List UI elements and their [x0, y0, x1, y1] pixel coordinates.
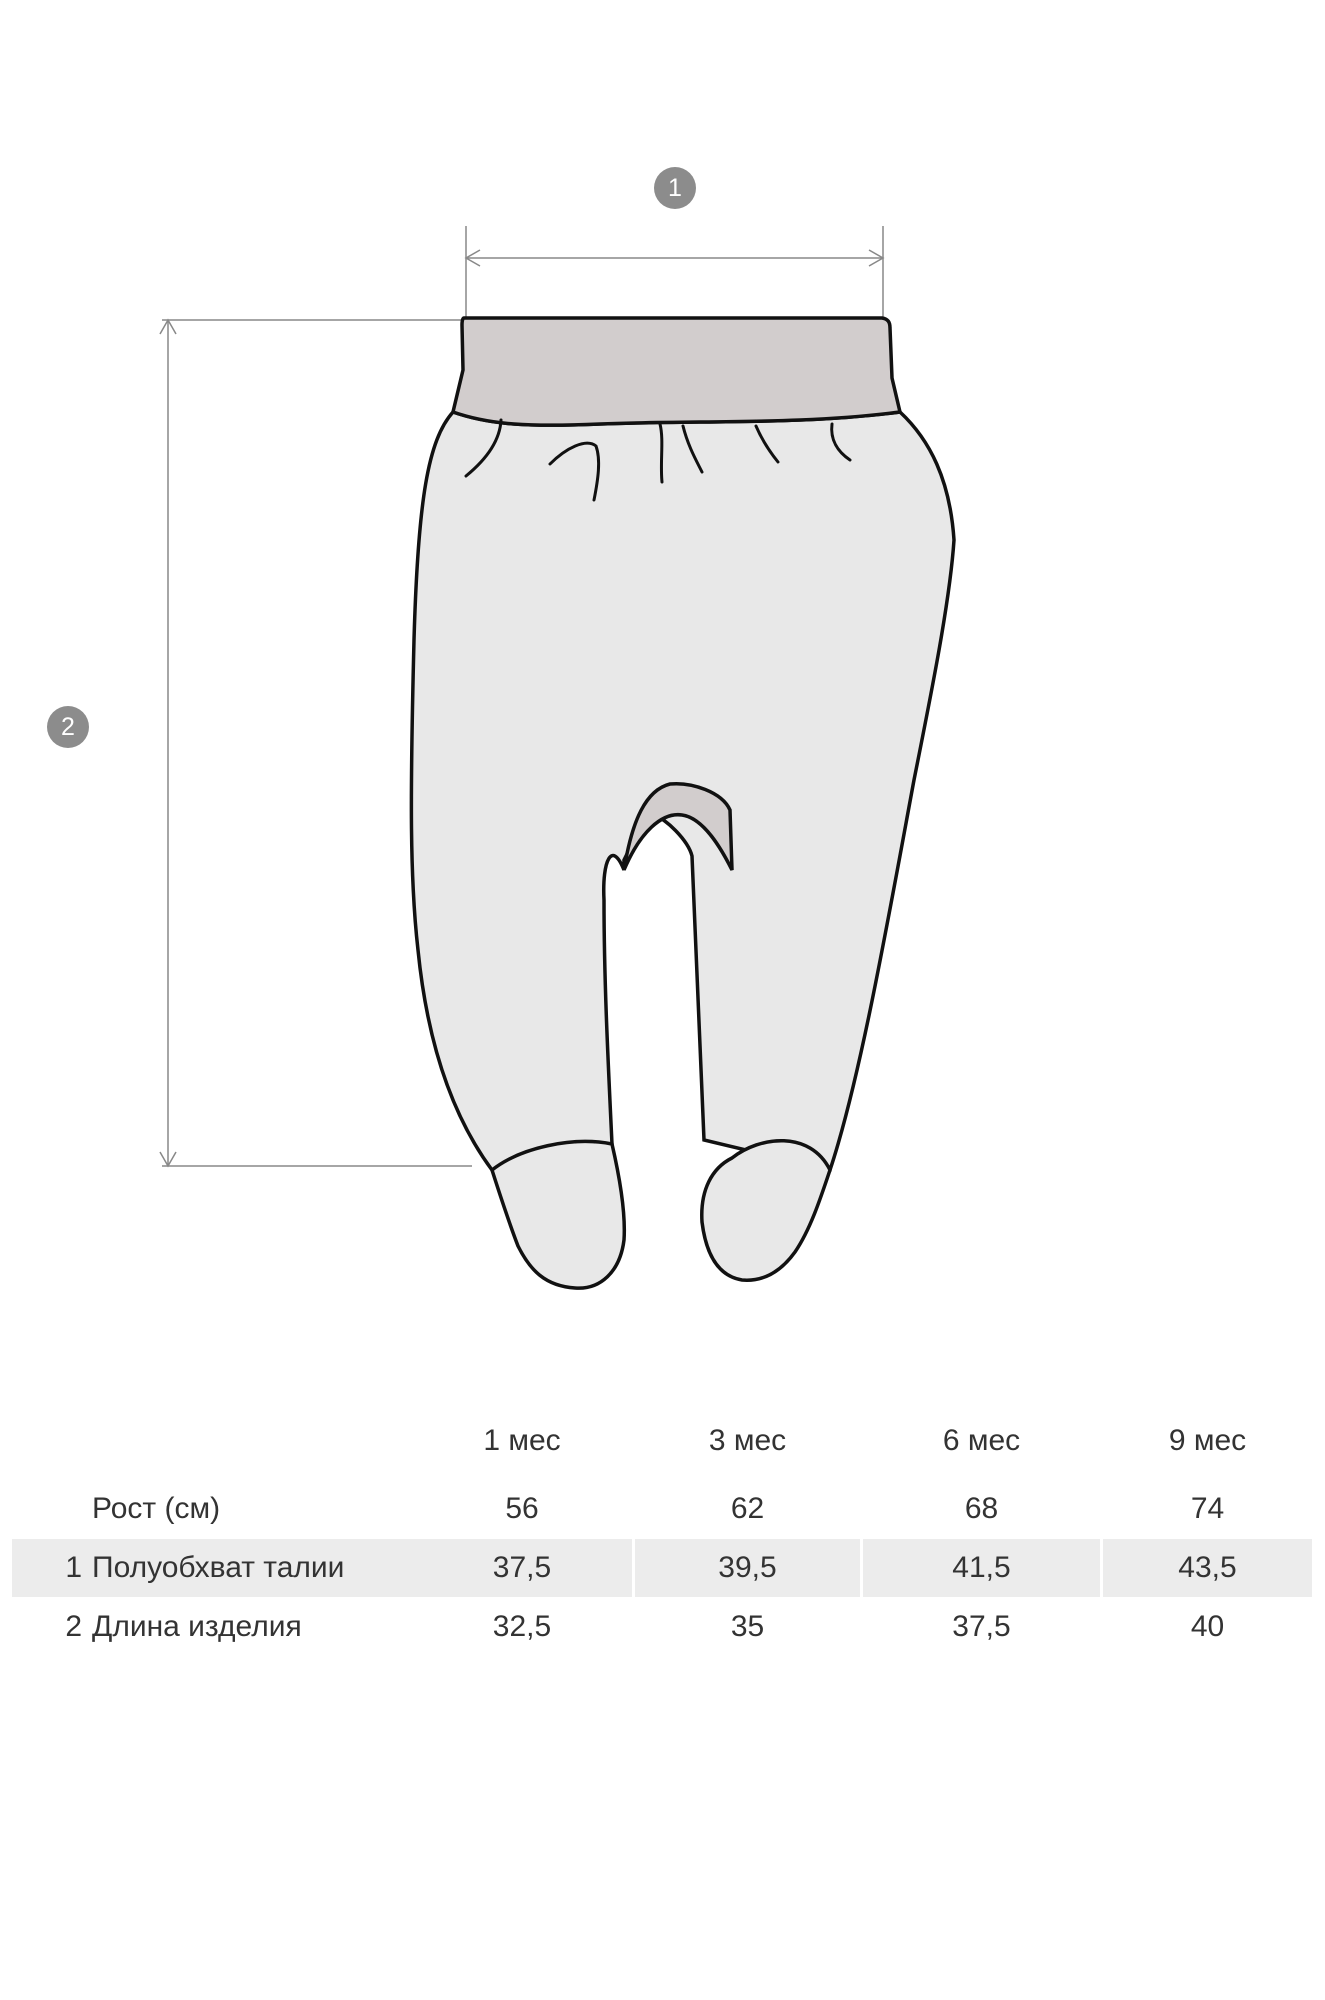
- row-label: Полуобхват талии: [82, 1539, 412, 1597]
- table-cell: 37,5: [952, 1610, 1011, 1643]
- marker-length: 2: [47, 706, 89, 748]
- row-label: Рост (см): [92, 1492, 221, 1525]
- table-cell: 41,5: [863, 1539, 1100, 1597]
- row-number: [12, 1480, 82, 1538]
- column-header: 1 мес: [483, 1424, 561, 1457]
- table-row-length: [12, 1598, 1312, 1656]
- row-number: 2: [65, 1610, 82, 1643]
- table-cell: 32,5: [492, 1610, 552, 1643]
- column-header: 6 мес: [942, 1424, 1021, 1457]
- table-cell: 74: [1190, 1492, 1225, 1525]
- table-row-waist: [12, 1539, 1312, 1597]
- table-cell: 37,5: [412, 1539, 632, 1597]
- marker-waist: 1: [654, 167, 696, 209]
- table-cell: 56: [505, 1492, 539, 1525]
- table-cell: 35: [730, 1610, 765, 1643]
- table-row-height: [12, 1480, 1312, 1538]
- table-cell: 39,5: [635, 1539, 860, 1597]
- table-cell: 62: [730, 1492, 765, 1525]
- waist-dimension-line: [466, 226, 883, 318]
- left-foot: [492, 1142, 624, 1289]
- column-header: 9 мес: [1168, 1424, 1247, 1457]
- table-header-row: [12, 1412, 1312, 1470]
- table-cell: 43,5: [1103, 1539, 1312, 1597]
- table-cell: 68: [964, 1492, 999, 1525]
- row-number: 1: [12, 1539, 82, 1597]
- column-header: 3 мес: [708, 1424, 787, 1457]
- right-foot: [702, 1141, 830, 1281]
- row-label: Длина изделия: [92, 1610, 302, 1643]
- table-cell: 40: [1190, 1610, 1225, 1643]
- waistband: [453, 318, 900, 425]
